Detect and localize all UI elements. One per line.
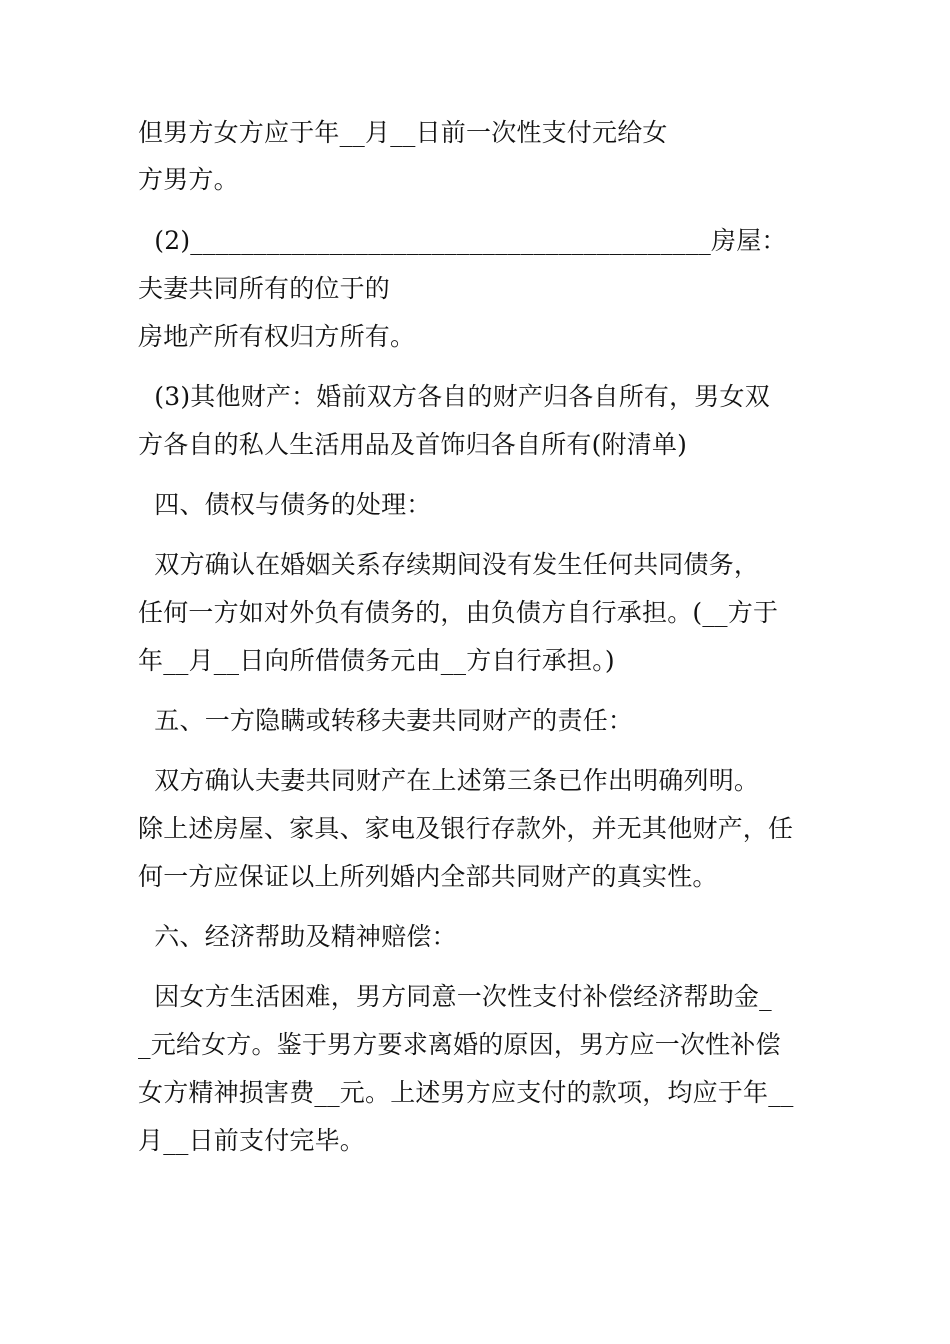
section-heading: 六、经济帮助及精神赔偿： bbox=[138, 922, 457, 951]
text-line: 月__日前支付完毕。 bbox=[138, 1126, 366, 1155]
text-line: 双方确认在婚姻关系存续期间没有发生任何共同债务， bbox=[138, 550, 760, 579]
text-line: _元给女方。鉴于男方要求离婚的原因，男方应一次性补偿 bbox=[138, 1030, 781, 1059]
text-line: 年__月__日向所借债务元由__方自行承担。) bbox=[138, 646, 615, 675]
section-heading: 五、一方隐瞒或转移夫妻共同财产的责任： bbox=[138, 706, 634, 735]
text-line: 何一方应保证以上所列婚内全部共同财产的真实性。 bbox=[138, 862, 718, 891]
text-line: 女方精神损害费__元。上述男方应支付的款项，均应于年__ bbox=[138, 1078, 794, 1107]
text-line: 除上述房屋、家具、家电及银行存款外，并无其他财产，任 bbox=[138, 814, 794, 843]
text-line: 双方确认夫妻共同财产在上述第三条已作出明确列明。 bbox=[138, 766, 760, 795]
text-line: 但男方女方应于年__月__日前一次性支付元给女 bbox=[138, 118, 668, 147]
text-line: (2)_________________________________________房屋： bbox=[138, 226, 787, 255]
text-line: 房地产所有权归方所有。 bbox=[138, 322, 416, 351]
text-line: 方各自的私人生活用品及首饰归各自所有(附清单) bbox=[138, 430, 688, 459]
text-line: (3)其他财产：婚前双方各自的财产归各自所有，男女双 bbox=[138, 382, 770, 411]
text-line: 任何一方如对外负有债务的，由负债方自行承担。(__方于 bbox=[138, 598, 779, 627]
text-line: 夫妻共同所有的位于的 bbox=[138, 274, 391, 303]
text-line: 因女方生活困难，男方同意一次性支付补偿经济帮助金_ bbox=[138, 982, 772, 1011]
section-heading: 四、债权与债务的处理： bbox=[138, 490, 432, 519]
text-line: 方男方。 bbox=[138, 165, 239, 194]
